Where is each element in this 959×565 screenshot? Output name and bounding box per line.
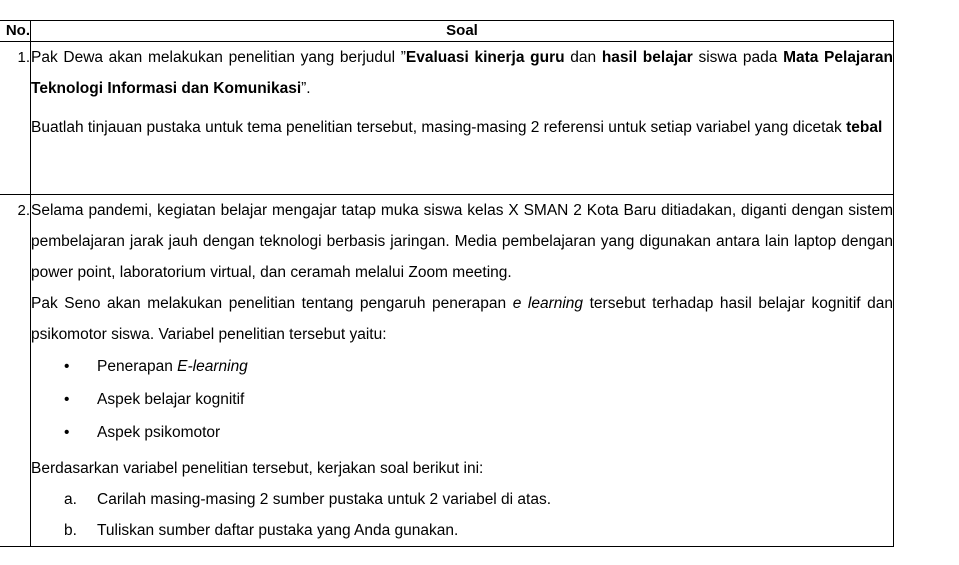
table-row bbox=[0, 195, 894, 547]
question-cell bbox=[31, 195, 894, 547]
bold-variable-hasil-belajar: hasil belajar bbox=[601, 49, 693, 66]
task-text: Carilah masing-masing 2 sumber pustaka untuk 2 variabel di atas. bbox=[97, 491, 552, 508]
header-no: No. bbox=[0, 21, 31, 42]
question-2-paragraph-2 bbox=[31, 288, 893, 350]
row-number: 2. bbox=[0, 195, 31, 547]
task-text: Tuliskan sumber daftar pustaka yang Anda gunakan. bbox=[97, 522, 459, 539]
bullet-icon: • bbox=[64, 391, 70, 408]
question-2-paragraph-1: Selama pandemi, kegiatan belajar mengajar tatap muka siswa kelas X SMAN 2 Kota Baru ditiadakan, diganti dengan sistem pembelajaran jarak jauh dengan teknologi berbasis jaringan. Media pembelajaran yang digunakan antara lain laptop dengan power point, laboratorium virtual, dan ceramah melalui Zoom meeting. bbox=[31, 202, 893, 281]
paragraph-2-prefix: Pak Seno akan melakukan penelitian tentang pengaruh penerapan bbox=[31, 295, 513, 312]
question-cell bbox=[31, 42, 894, 195]
list-item bbox=[31, 515, 893, 546]
instruction-bold: tebal bbox=[846, 119, 883, 136]
list-item bbox=[31, 383, 893, 416]
task-list bbox=[31, 484, 893, 546]
task-mark: a. bbox=[64, 491, 77, 508]
instruction-prefix: Buatlah tinjauan pustaka untuk tema penelitian tersebut, masing-masing 2 referensi untuk setiap variabel yang dicetak bbox=[31, 119, 847, 136]
intro-mid-2: siswa pada bbox=[692, 49, 784, 66]
variable-list bbox=[31, 350, 893, 449]
bullet-icon: • bbox=[64, 358, 70, 375]
list-item bbox=[31, 484, 893, 515]
bullet-2-text: Aspek belajar kognitif bbox=[97, 391, 245, 408]
paragraph-2-suffix: tersebut terhadap hasil belajar kognitif dan psikomotor siswa. Variabel penelitian tersebut yaitu: bbox=[31, 295, 894, 343]
intro-prefix: Pak Dewa akan melakukan penelitian yang berjudul ” bbox=[31, 49, 406, 66]
soal-table bbox=[0, 20, 894, 547]
bold-variable-kinerja-guru: Evaluasi kinerja guru bbox=[405, 49, 565, 66]
list-item bbox=[31, 416, 893, 449]
paragraph-2-italic: e learning bbox=[512, 295, 584, 312]
bullet-3-text: Aspek psikomotor bbox=[97, 424, 221, 441]
header-soal: Soal bbox=[31, 21, 894, 42]
row-number: 1. bbox=[0, 42, 31, 195]
bullet-icon: • bbox=[64, 424, 70, 441]
list-item bbox=[31, 350, 893, 383]
question-2-paragraph-3: Berdasarkan variabel penelitian tersebut, kerjakan soal berikut ini: bbox=[31, 460, 484, 477]
table-header-row bbox=[0, 21, 894, 42]
intro-mid-1: dan bbox=[564, 49, 602, 66]
bullet-1-prefix: Penerapan bbox=[97, 358, 178, 375]
table-row bbox=[0, 42, 894, 195]
question-1-instruction bbox=[31, 112, 893, 143]
question-1-intro bbox=[31, 42, 893, 104]
task-mark: b. bbox=[64, 522, 77, 539]
bullet-1-italic: E-learning bbox=[177, 358, 248, 375]
intro-suffix: ”. bbox=[301, 80, 311, 97]
bold-variable-mata-pelajaran: Mata Pelajaran Teknologi Informasi dan Komunikasi bbox=[31, 49, 893, 97]
